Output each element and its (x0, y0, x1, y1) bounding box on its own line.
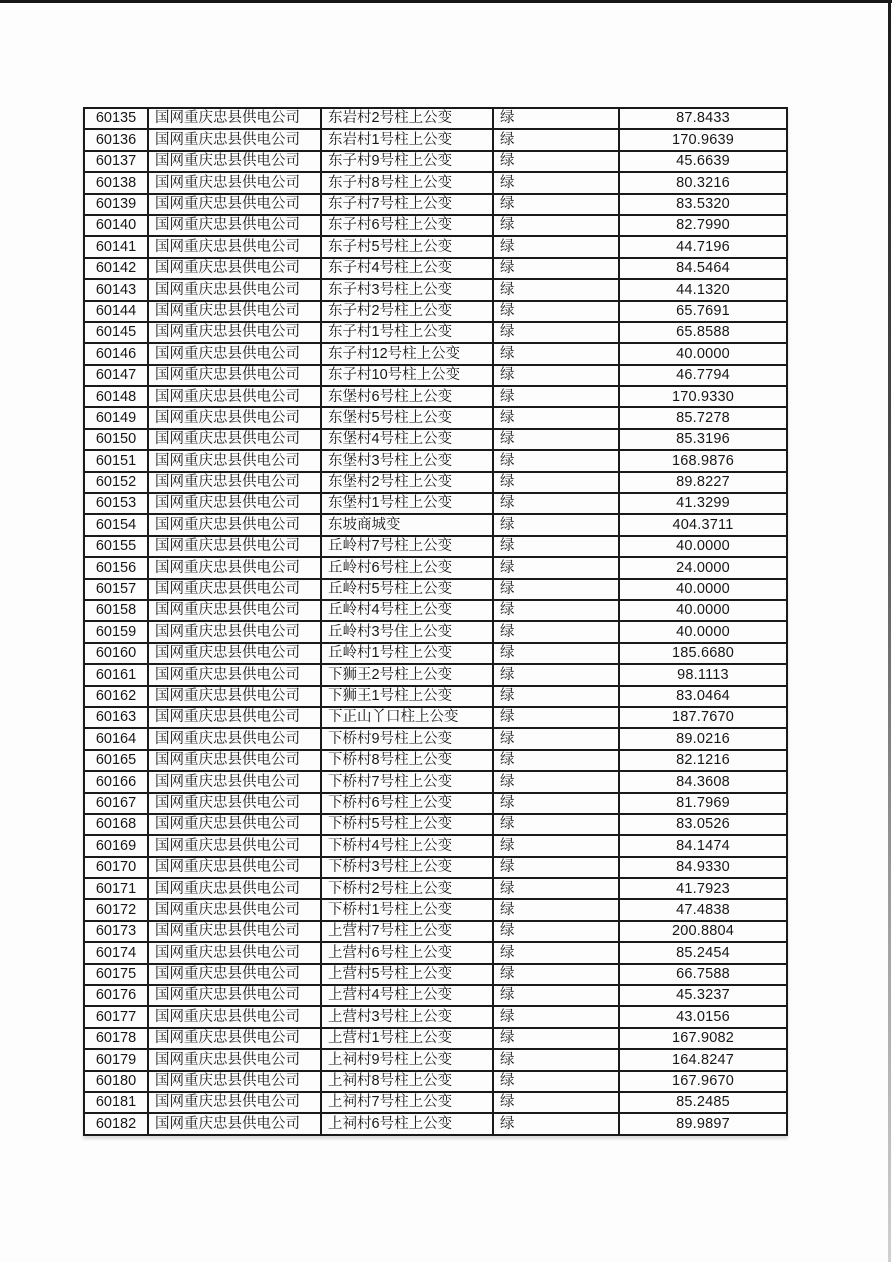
status-cell: 绿 (493, 942, 619, 963)
company-cell: 国网重庆忠县供电公司 (148, 301, 321, 322)
status-cell: 绿 (493, 1006, 619, 1027)
table-row (84, 942, 787, 963)
row-id-cell: 60136 (84, 129, 148, 150)
device-name-cell: 东子村4号柱上公变 (321, 258, 493, 279)
status-cell: 绿 (493, 814, 619, 835)
table-row (84, 814, 787, 835)
company-cell: 国网重庆忠县供电公司 (148, 686, 321, 707)
company-cell: 国网重庆忠县供电公司 (148, 835, 321, 856)
table-row (84, 686, 787, 707)
value-cell: 83.0526 (619, 814, 787, 835)
status-cell: 绿 (493, 1092, 619, 1113)
status-cell: 绿 (493, 835, 619, 856)
device-name-cell: 东堡村3号柱上公变 (321, 450, 493, 471)
company-cell: 国网重庆忠县供电公司 (148, 793, 321, 814)
company-cell: 国网重庆忠县供电公司 (148, 151, 321, 172)
table-row (84, 236, 787, 257)
value-cell: 85.2485 (619, 1092, 787, 1113)
device-name-cell: 下桥村5号柱上公变 (321, 814, 493, 835)
device-name-cell: 下狮王1号柱上公变 (321, 686, 493, 707)
table-row (84, 664, 787, 685)
table-row (84, 450, 787, 471)
value-cell: 167.9082 (619, 1028, 787, 1049)
value-cell: 40.0000 (619, 600, 787, 621)
device-name-cell: 下桥村4号柱上公变 (321, 835, 493, 856)
row-id-cell: 60178 (84, 1028, 148, 1049)
company-cell: 国网重庆忠县供电公司 (148, 279, 321, 300)
company-cell: 国网重庆忠县供电公司 (148, 878, 321, 899)
table-row (84, 857, 787, 878)
status-cell: 绿 (493, 964, 619, 985)
row-id-cell: 60137 (84, 151, 148, 172)
scan-right-edge-line (888, 0, 891, 1262)
company-cell: 国网重庆忠县供电公司 (148, 664, 321, 685)
value-cell: 65.8588 (619, 322, 787, 343)
row-id-cell: 60176 (84, 985, 148, 1006)
device-name-cell: 下桥村8号柱上公变 (321, 750, 493, 771)
row-id-cell: 60138 (84, 172, 148, 193)
status-cell: 绿 (493, 664, 619, 685)
device-name-cell: 上营村5号柱上公变 (321, 964, 493, 985)
device-name-cell: 东堡村1号柱上公变 (321, 493, 493, 514)
company-cell: 国网重庆忠县供电公司 (148, 857, 321, 878)
status-cell: 绿 (493, 686, 619, 707)
value-cell: 85.3196 (619, 429, 787, 450)
value-cell: 43.0156 (619, 1006, 787, 1027)
company-cell: 国网重庆忠县供电公司 (148, 258, 321, 279)
device-name-cell: 下桥村2号柱上公变 (321, 878, 493, 899)
value-cell: 81.7969 (619, 793, 787, 814)
company-cell: 国网重庆忠县供电公司 (148, 1092, 321, 1113)
device-name-cell: 东坡商城变 (321, 514, 493, 535)
status-cell: 绿 (493, 258, 619, 279)
row-id-cell: 60152 (84, 472, 148, 493)
device-name-cell: 东子村7号柱上公变 (321, 194, 493, 215)
device-name-cell: 东子村9号柱上公变 (321, 151, 493, 172)
status-cell: 绿 (493, 985, 619, 1006)
table-row (84, 258, 787, 279)
device-name-cell: 东子村2号柱上公变 (321, 301, 493, 322)
value-cell: 404.3711 (619, 514, 787, 535)
row-id-cell: 60147 (84, 365, 148, 386)
table-row (84, 1113, 787, 1135)
device-name-cell: 上祠村8号柱上公变 (321, 1071, 493, 1092)
value-cell: 89.8227 (619, 472, 787, 493)
value-cell: 84.1474 (619, 835, 787, 856)
table-row (84, 621, 787, 642)
status-cell: 绿 (493, 1113, 619, 1135)
status-cell: 绿 (493, 407, 619, 428)
company-cell: 国网重庆忠县供电公司 (148, 921, 321, 942)
value-cell: 80.3216 (619, 172, 787, 193)
value-cell: 44.1320 (619, 279, 787, 300)
row-id-cell: 60158 (84, 600, 148, 621)
company-cell: 国网重庆忠县供电公司 (148, 600, 321, 621)
company-cell: 国网重庆忠县供电公司 (148, 322, 321, 343)
row-id-cell: 60142 (84, 258, 148, 279)
company-cell: 国网重庆忠县供电公司 (148, 386, 321, 407)
device-name-cell: 东子村10号柱上公变 (321, 365, 493, 386)
value-cell: 85.2454 (619, 942, 787, 963)
row-id-cell: 60156 (84, 557, 148, 578)
table-row (84, 172, 787, 193)
value-cell: 164.8247 (619, 1049, 787, 1070)
device-name-cell: 上营村1号柱上公变 (321, 1028, 493, 1049)
device-name-cell: 东子村3号柱上公变 (321, 279, 493, 300)
table-row (84, 365, 787, 386)
table-row (84, 514, 787, 535)
row-id-cell: 60151 (84, 450, 148, 471)
status-cell: 绿 (493, 771, 619, 792)
company-cell: 国网重庆忠县供电公司 (148, 236, 321, 257)
row-id-cell: 60170 (84, 857, 148, 878)
status-cell: 绿 (493, 921, 619, 942)
table-row (84, 793, 787, 814)
value-cell: 84.3608 (619, 771, 787, 792)
status-cell: 绿 (493, 600, 619, 621)
row-id-cell: 60145 (84, 322, 148, 343)
status-cell: 绿 (493, 899, 619, 920)
table-row (84, 301, 787, 322)
device-name-cell: 丘岭村6号柱上公变 (321, 557, 493, 578)
device-name-cell: 上祠村6号柱上公变 (321, 1113, 493, 1135)
table-row (84, 728, 787, 749)
device-name-cell: 丘岭村7号柱上公变 (321, 536, 493, 557)
status-cell: 绿 (493, 343, 619, 364)
device-name-cell: 上营村4号柱上公变 (321, 985, 493, 1006)
status-cell: 绿 (493, 750, 619, 771)
device-name-cell: 东子村12号柱上公变 (321, 343, 493, 364)
row-id-cell: 60148 (84, 386, 148, 407)
status-cell: 绿 (493, 129, 619, 150)
device-name-cell: 东岩村2号柱上公变 (321, 108, 493, 129)
row-id-cell: 60177 (84, 1006, 148, 1027)
value-cell: 89.9897 (619, 1113, 787, 1135)
company-cell: 国网重庆忠县供电公司 (148, 407, 321, 428)
status-cell: 绿 (493, 707, 619, 728)
device-name-cell: 下桥村9号柱上公变 (321, 728, 493, 749)
company-cell: 国网重庆忠县供电公司 (148, 129, 321, 150)
status-cell: 绿 (493, 450, 619, 471)
row-id-cell: 60149 (84, 407, 148, 428)
company-cell: 国网重庆忠县供电公司 (148, 172, 321, 193)
row-id-cell: 60164 (84, 728, 148, 749)
status-cell: 绿 (493, 857, 619, 878)
status-cell: 绿 (493, 793, 619, 814)
table-row (84, 600, 787, 621)
status-cell: 绿 (493, 579, 619, 600)
value-cell: 167.9670 (619, 1071, 787, 1092)
table-row (84, 964, 787, 985)
company-cell: 国网重庆忠县供电公司 (148, 514, 321, 535)
row-id-cell: 60161 (84, 664, 148, 685)
row-id-cell: 60175 (84, 964, 148, 985)
status-cell: 绿 (493, 643, 619, 664)
company-cell: 国网重庆忠县供电公司 (148, 493, 321, 514)
status-cell: 绿 (493, 878, 619, 899)
status-cell: 绿 (493, 108, 619, 129)
row-id-cell: 60153 (84, 493, 148, 514)
row-id-cell: 60173 (84, 921, 148, 942)
row-id-cell: 60154 (84, 514, 148, 535)
value-cell: 83.0464 (619, 686, 787, 707)
status-cell: 绿 (493, 386, 619, 407)
table-row (84, 429, 787, 450)
table-row (84, 985, 787, 1006)
status-cell: 绿 (493, 728, 619, 749)
row-id-cell: 60168 (84, 814, 148, 835)
table-row (84, 771, 787, 792)
company-cell: 国网重庆忠县供电公司 (148, 643, 321, 664)
row-id-cell: 60166 (84, 771, 148, 792)
value-cell: 40.0000 (619, 579, 787, 600)
table-row (84, 215, 787, 236)
row-id-cell: 60160 (84, 643, 148, 664)
company-cell: 国网重庆忠县供电公司 (148, 579, 321, 600)
device-name-cell: 丘岭村1号柱上公变 (321, 643, 493, 664)
table-row (84, 1028, 787, 1049)
row-id-cell: 60171 (84, 878, 148, 899)
device-name-cell: 东子村6号柱上公变 (321, 215, 493, 236)
table-row (84, 878, 787, 899)
company-cell: 国网重庆忠县供电公司 (148, 707, 321, 728)
value-cell: 168.9876 (619, 450, 787, 471)
device-name-cell: 东岩村1号柱上公变 (321, 129, 493, 150)
company-cell: 国网重庆忠县供电公司 (148, 108, 321, 129)
value-cell: 83.5320 (619, 194, 787, 215)
row-id-cell: 60135 (84, 108, 148, 129)
company-cell: 国网重庆忠县供电公司 (148, 771, 321, 792)
device-name-cell: 下桥村7号柱上公变 (321, 771, 493, 792)
table-row (84, 472, 787, 493)
device-name-cell: 上祠村7号柱上公变 (321, 1092, 493, 1113)
row-id-cell: 60169 (84, 835, 148, 856)
row-id-cell: 60143 (84, 279, 148, 300)
value-cell: 82.1216 (619, 750, 787, 771)
company-cell: 国网重庆忠县供电公司 (148, 814, 321, 835)
status-cell: 绿 (493, 557, 619, 578)
row-id-cell: 60144 (84, 301, 148, 322)
device-name-cell: 东子村1号柱上公变 (321, 322, 493, 343)
status-cell: 绿 (493, 279, 619, 300)
status-cell: 绿 (493, 1049, 619, 1070)
company-cell: 国网重庆忠县供电公司 (148, 557, 321, 578)
row-id-cell: 60163 (84, 707, 148, 728)
row-id-cell: 60157 (84, 579, 148, 600)
value-cell: 40.0000 (619, 536, 787, 557)
row-id-cell: 60141 (84, 236, 148, 257)
value-cell: 85.7278 (619, 407, 787, 428)
scan-top-edge-line (0, 0, 892, 3)
status-cell: 绿 (493, 429, 619, 450)
table-row (84, 1049, 787, 1070)
value-cell: 45.3237 (619, 985, 787, 1006)
status-cell: 绿 (493, 151, 619, 172)
value-cell: 47.4838 (619, 899, 787, 920)
company-cell: 国网重庆忠县供电公司 (148, 899, 321, 920)
value-cell: 170.9639 (619, 129, 787, 150)
value-cell: 41.3299 (619, 493, 787, 514)
device-name-cell: 下桥村3号柱上公变 (321, 857, 493, 878)
value-cell: 98.1113 (619, 664, 787, 685)
row-id-cell: 60180 (84, 1071, 148, 1092)
value-cell: 40.0000 (619, 343, 787, 364)
company-cell: 国网重庆忠县供电公司 (148, 429, 321, 450)
value-cell: 40.0000 (619, 621, 787, 642)
row-id-cell: 60165 (84, 750, 148, 771)
company-cell: 国网重庆忠县供电公司 (148, 343, 321, 364)
row-id-cell: 60172 (84, 899, 148, 920)
row-id-cell: 60159 (84, 621, 148, 642)
row-id-cell: 60150 (84, 429, 148, 450)
device-name-cell: 东堡村6号柱上公变 (321, 386, 493, 407)
row-id-cell: 60174 (84, 942, 148, 963)
status-cell: 绿 (493, 536, 619, 557)
status-cell: 绿 (493, 236, 619, 257)
table-row (84, 835, 787, 856)
company-cell: 国网重庆忠县供电公司 (148, 536, 321, 557)
device-name-cell: 东子村5号柱上公变 (321, 236, 493, 257)
row-id-cell: 60162 (84, 686, 148, 707)
company-cell: 国网重庆忠县供电公司 (148, 1071, 321, 1092)
company-cell: 国网重庆忠县供电公司 (148, 472, 321, 493)
status-cell: 绿 (493, 493, 619, 514)
value-cell: 24.0000 (619, 557, 787, 578)
status-cell: 绿 (493, 621, 619, 642)
value-cell: 89.0216 (619, 728, 787, 749)
transformer-load-table (83, 107, 788, 1136)
value-cell: 66.7588 (619, 964, 787, 985)
table-row (84, 129, 787, 150)
table-row (84, 386, 787, 407)
status-cell: 绿 (493, 514, 619, 535)
value-cell: 44.7196 (619, 236, 787, 257)
table-body (84, 108, 787, 1135)
table-row (84, 108, 787, 129)
status-cell: 绿 (493, 301, 619, 322)
device-name-cell: 上营村7号柱上公变 (321, 921, 493, 942)
table-row (84, 493, 787, 514)
company-cell: 国网重庆忠县供电公司 (148, 450, 321, 471)
table-row (84, 643, 787, 664)
value-cell: 46.7794 (619, 365, 787, 386)
table-row (84, 343, 787, 364)
value-cell: 65.7691 (619, 301, 787, 322)
status-cell: 绿 (493, 322, 619, 343)
row-id-cell: 60179 (84, 1049, 148, 1070)
device-name-cell: 东堡村4号柱上公变 (321, 429, 493, 450)
company-cell: 国网重庆忠县供电公司 (148, 1028, 321, 1049)
device-name-cell: 下桥村1号柱上公变 (321, 899, 493, 920)
company-cell: 国网重庆忠县供电公司 (148, 1113, 321, 1135)
status-cell: 绿 (493, 365, 619, 386)
row-id-cell: 60155 (84, 536, 148, 557)
company-cell: 国网重庆忠县供电公司 (148, 985, 321, 1006)
value-cell: 82.7990 (619, 215, 787, 236)
row-id-cell: 60139 (84, 194, 148, 215)
table-row (84, 1092, 787, 1113)
status-cell: 绿 (493, 194, 619, 215)
table-row (84, 557, 787, 578)
device-name-cell: 丘岭村3号住上公变 (321, 621, 493, 642)
company-cell: 国网重庆忠县供电公司 (148, 1049, 321, 1070)
row-id-cell: 60182 (84, 1113, 148, 1135)
value-cell: 84.9330 (619, 857, 787, 878)
company-cell: 国网重庆忠县供电公司 (148, 750, 321, 771)
table-row (84, 407, 787, 428)
table-row (84, 899, 787, 920)
device-name-cell: 东堡村2号柱上公变 (321, 472, 493, 493)
table-row (84, 707, 787, 728)
company-cell: 国网重庆忠县供电公司 (148, 194, 321, 215)
status-cell: 绿 (493, 472, 619, 493)
status-cell: 绿 (493, 172, 619, 193)
device-name-cell: 下狮王2号柱上公变 (321, 664, 493, 685)
table-row (84, 194, 787, 215)
table-row (84, 750, 787, 771)
device-name-cell: 下桥村6号柱上公变 (321, 793, 493, 814)
table-row (84, 579, 787, 600)
value-cell: 41.7923 (619, 878, 787, 899)
company-cell: 国网重庆忠县供电公司 (148, 942, 321, 963)
status-cell: 绿 (493, 215, 619, 236)
value-cell: 187.7670 (619, 707, 787, 728)
device-name-cell: 上祠村9号柱上公变 (321, 1049, 493, 1070)
table-row (84, 921, 787, 942)
status-cell: 绿 (493, 1028, 619, 1049)
row-id-cell: 60181 (84, 1092, 148, 1113)
company-cell: 国网重庆忠县供电公司 (148, 1006, 321, 1027)
company-cell: 国网重庆忠县供电公司 (148, 215, 321, 236)
device-name-cell: 东堡村5号柱上公变 (321, 407, 493, 428)
device-name-cell: 下正山丫口柱上公变 (321, 707, 493, 728)
company-cell: 国网重庆忠县供电公司 (148, 964, 321, 985)
value-cell: 84.5464 (619, 258, 787, 279)
row-id-cell: 60140 (84, 215, 148, 236)
device-name-cell: 东子村8号柱上公变 (321, 172, 493, 193)
device-name-cell: 丘岭村4号柱上公变 (321, 600, 493, 621)
table-row (84, 1071, 787, 1092)
value-cell: 87.8433 (619, 108, 787, 129)
status-cell: 绿 (493, 1071, 619, 1092)
value-cell: 45.6639 (619, 151, 787, 172)
value-cell: 200.8804 (619, 921, 787, 942)
value-cell: 185.6680 (619, 643, 787, 664)
device-name-cell: 丘岭村5号柱上公变 (321, 579, 493, 600)
table-row (84, 322, 787, 343)
device-name-cell: 上营村6号柱上公变 (321, 942, 493, 963)
company-cell: 国网重庆忠县供电公司 (148, 728, 321, 749)
table-row (84, 536, 787, 557)
table-row (84, 279, 787, 300)
device-name-cell: 上营村3号柱上公变 (321, 1006, 493, 1027)
company-cell: 国网重庆忠县供电公司 (148, 365, 321, 386)
value-cell: 170.9330 (619, 386, 787, 407)
table-row (84, 151, 787, 172)
company-cell: 国网重庆忠县供电公司 (148, 621, 321, 642)
table-row (84, 1006, 787, 1027)
row-id-cell: 60167 (84, 793, 148, 814)
row-id-cell: 60146 (84, 343, 148, 364)
